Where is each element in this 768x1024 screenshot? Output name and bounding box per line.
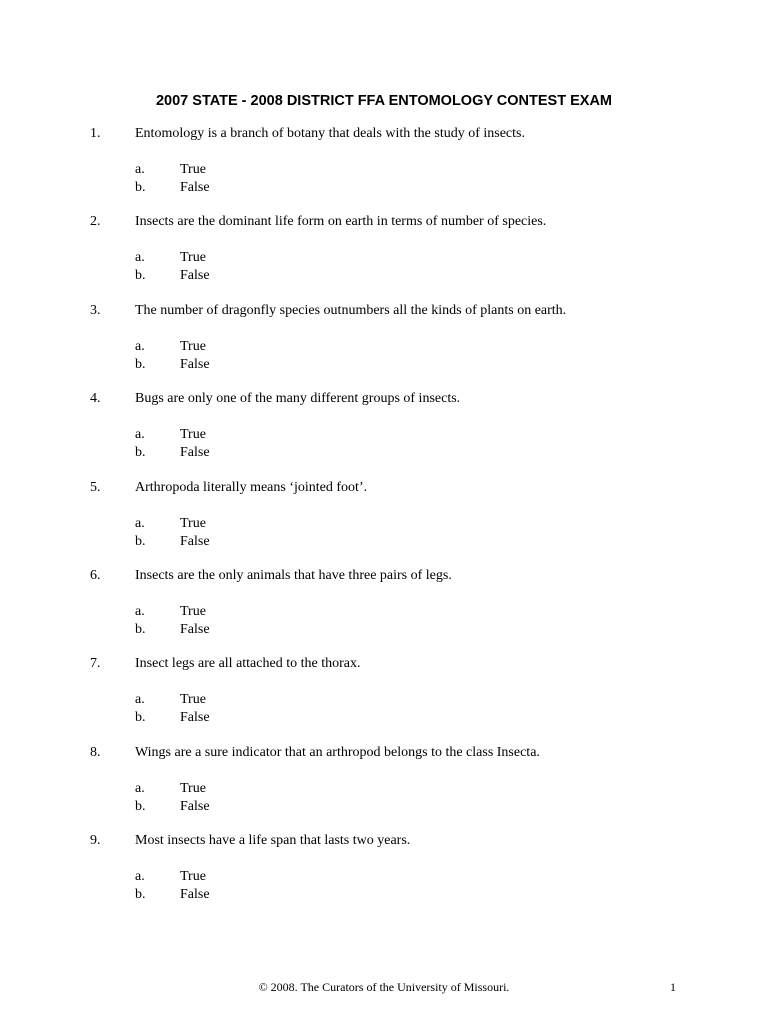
option-true [135,692,206,708]
option-label: True [180,162,206,177]
question-item [0,568,768,656]
option-label: True [180,692,206,708]
question-text: Insects are the only animals that have three pairs of legs. [135,567,452,583]
option-letter: b. [135,356,146,372]
option-label: False [180,710,210,726]
question-number: 4. [90,391,101,407]
page-number: 1 [670,980,676,994]
question-item [0,303,768,391]
question-item [0,656,768,744]
question-item [0,214,768,302]
question-text: Wings are a sure indicator that an arthropod belongs to the class Insecta. [135,744,540,760]
option-true [135,869,206,885]
option-label: True [180,515,206,531]
question-text: Insects are the dominant life form on earth in terms of number of species. [135,214,547,230]
option-letter: a. [135,603,145,619]
option-true [135,781,206,797]
question-item [0,480,768,568]
question-item [0,126,768,214]
question-text: Bugs are only one of the many different groups of insects. [135,391,461,407]
copyright-footer: © 2008. The Curators of the University of Missouri. [258,980,510,994]
option-letter: a. [135,780,145,796]
option-letter: b. [135,445,146,461]
question-item [0,833,768,921]
option-letter: b. [135,887,146,903]
option-letter: b. [135,798,146,814]
option-label: False [180,533,210,549]
option-false [135,534,210,550]
option-false [135,799,210,815]
option-false [135,887,210,903]
option-false [135,268,210,284]
question-number: 9. [90,833,101,849]
question-text: Most insects have a life span that lasts two years. [135,833,411,849]
question-number: 7. [90,656,101,672]
option-true [135,339,206,355]
option-letter: b. [135,621,146,637]
question-text: Insect legs are all attached to the thorax. [135,656,361,672]
option-false [135,710,210,726]
option-letter: b. [135,710,146,726]
option-label: False [180,180,210,195]
option-label: False [180,356,210,372]
option-label: True [180,780,206,796]
question-item [0,391,768,479]
option-true [135,162,206,178]
option-label: False [180,798,210,814]
option-label: False [180,887,210,903]
question-number: 8. [90,744,101,760]
option-letter: a. [135,869,145,885]
option-false [135,622,210,638]
option-letter: a. [135,692,145,708]
option-true [135,516,206,532]
question-text: Arthropoda literally means ‘jointed foot’. [135,479,368,495]
option-letter: a. [135,162,145,177]
option-label: False [180,445,210,461]
option-letter: a. [135,515,145,531]
question-text: Entomology is a branch of botany that deals with the study of insects. [135,126,525,141]
option-false [135,180,210,196]
option-label: True [180,869,206,885]
page-title: 2007 STATE - 2008 DISTRICT FFA ENTOMOLOGY CONTEST EXAM [155,93,613,109]
question-text: The number of dragonfly species outnumbers all the kinds of plants on earth. [135,302,567,318]
question-number: 2. [90,214,101,230]
option-letter: b. [135,533,146,549]
option-true [135,604,206,620]
question-item [0,745,768,833]
question-number: 3. [90,302,101,318]
option-label: True [180,603,206,619]
option-letter: b. [135,180,146,195]
option-letter: b. [135,268,146,284]
option-true [135,427,206,443]
option-true [135,250,206,266]
option-false [135,357,210,373]
question-number: 6. [90,567,101,583]
option-label: False [180,621,210,637]
option-label: True [180,338,206,354]
option-label: True [180,427,206,443]
option-letter: a. [135,250,145,266]
question-number: 1. [90,126,101,141]
option-false [135,445,210,461]
option-letter: a. [135,338,145,354]
option-label: False [180,268,210,284]
option-letter: a. [135,427,145,443]
option-label: True [180,250,206,266]
question-number: 5. [90,479,101,495]
question-list [0,126,768,922]
